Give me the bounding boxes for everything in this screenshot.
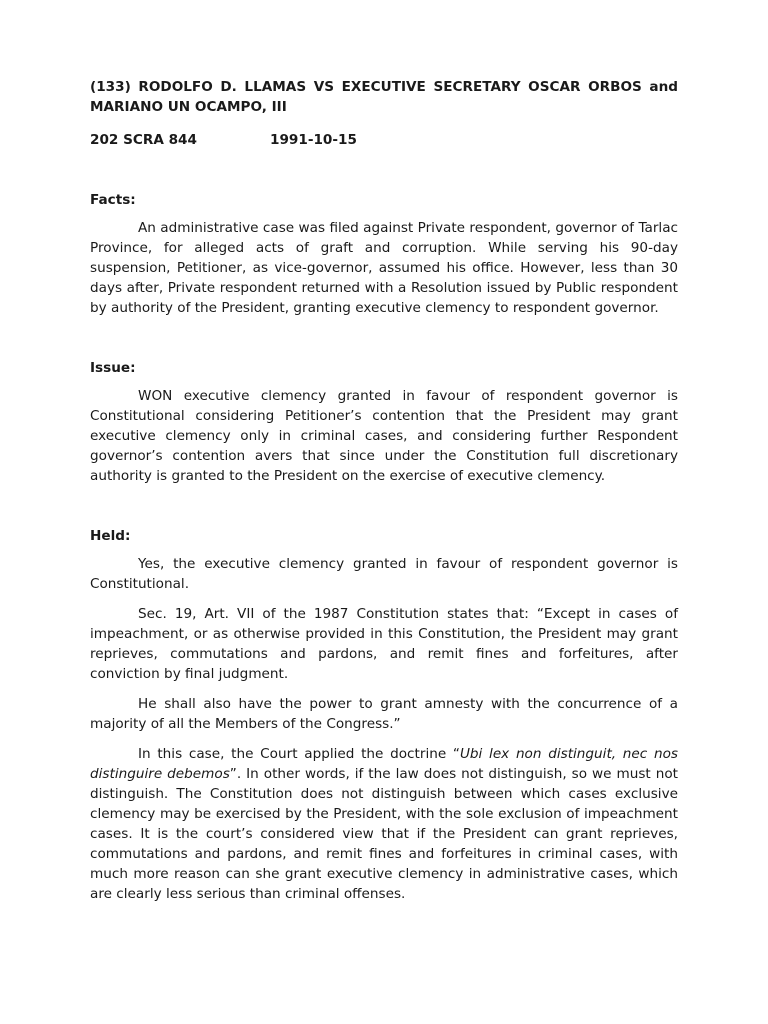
case-citation xyxy=(90,130,678,150)
held-paragraph-4-rest: ”. In other words, if the law does not distinguish, so we must not distinguish. The Constitution does not distinguish between which cases exclusive clemency may be exercised by the President, with the sole exclusion of impeachment cases. It is the court’s considered view that if the President can grant reprieves, commutations and pardons, and remit fines and forfeitures in criminal cases, with much more reason can she grant executive clemency in administrative cases, which are clearly less serious than criminal offenses. xyxy=(90,766,678,902)
held-paragraph-4 xyxy=(90,744,678,904)
held-paragraph-4-lead: In this case, the Court applied the doctrine “ xyxy=(138,746,460,762)
held-paragraph-2: Sec. 19, Art. VII of the 1987 Constitution states that: “Except in cases of impeachment, or as otherwise provided in this Constitution, the President may grant reprieves, commutations and pardons, and remit fines and forfeitures, after conviction by final judgment. xyxy=(90,606,678,682)
held-paragraph-1: Yes, the executive clemency granted in favour of respondent governor is Constitutional. xyxy=(90,556,678,592)
issue-heading: Issue: xyxy=(90,360,136,376)
held-heading: Held: xyxy=(90,528,131,544)
decision-date: 1991-10-15 xyxy=(270,132,357,148)
case-title: (133) RODOLFO D. LLAMAS VS EXECUTIVE SECRETARY OSCAR ORBOS and MARIANO UN OCAMPO, III xyxy=(90,79,678,115)
latin-maxim: Ubi lex non distinguit, nec nos distinguire debemos xyxy=(90,746,678,782)
held-paragraph-3: He shall also have the power to grant amnesty with the concurrence of a majority of all the Members of the Congress.” xyxy=(90,696,678,732)
document-page xyxy=(90,77,678,904)
scra-citation: 202 SCRA 844 xyxy=(90,132,197,148)
facts-heading: Facts: xyxy=(90,192,136,208)
issue-paragraph: WON executive clemency granted in favour of respondent governor is Constitutional considering Petitioner’s contention that the President may grant executive clemency only in criminal cases, and considering further Respondent governor’s contention avers that since under the Constitution full discretionary authority is granted to the President on the exercise of executive clemency. xyxy=(90,388,678,484)
facts-paragraph: An administrative case was filed against Private respondent, governor of Tarlac Province, for alleged acts of graft and corruption. While serving his 90-day suspension, Petitioner, as vice-governor, assumed his office. However, less than 30 days after, Private respondent returned with a Resolution issued by Public respondent by authority of the President, granting executive clemency to respondent governor. xyxy=(90,220,678,316)
